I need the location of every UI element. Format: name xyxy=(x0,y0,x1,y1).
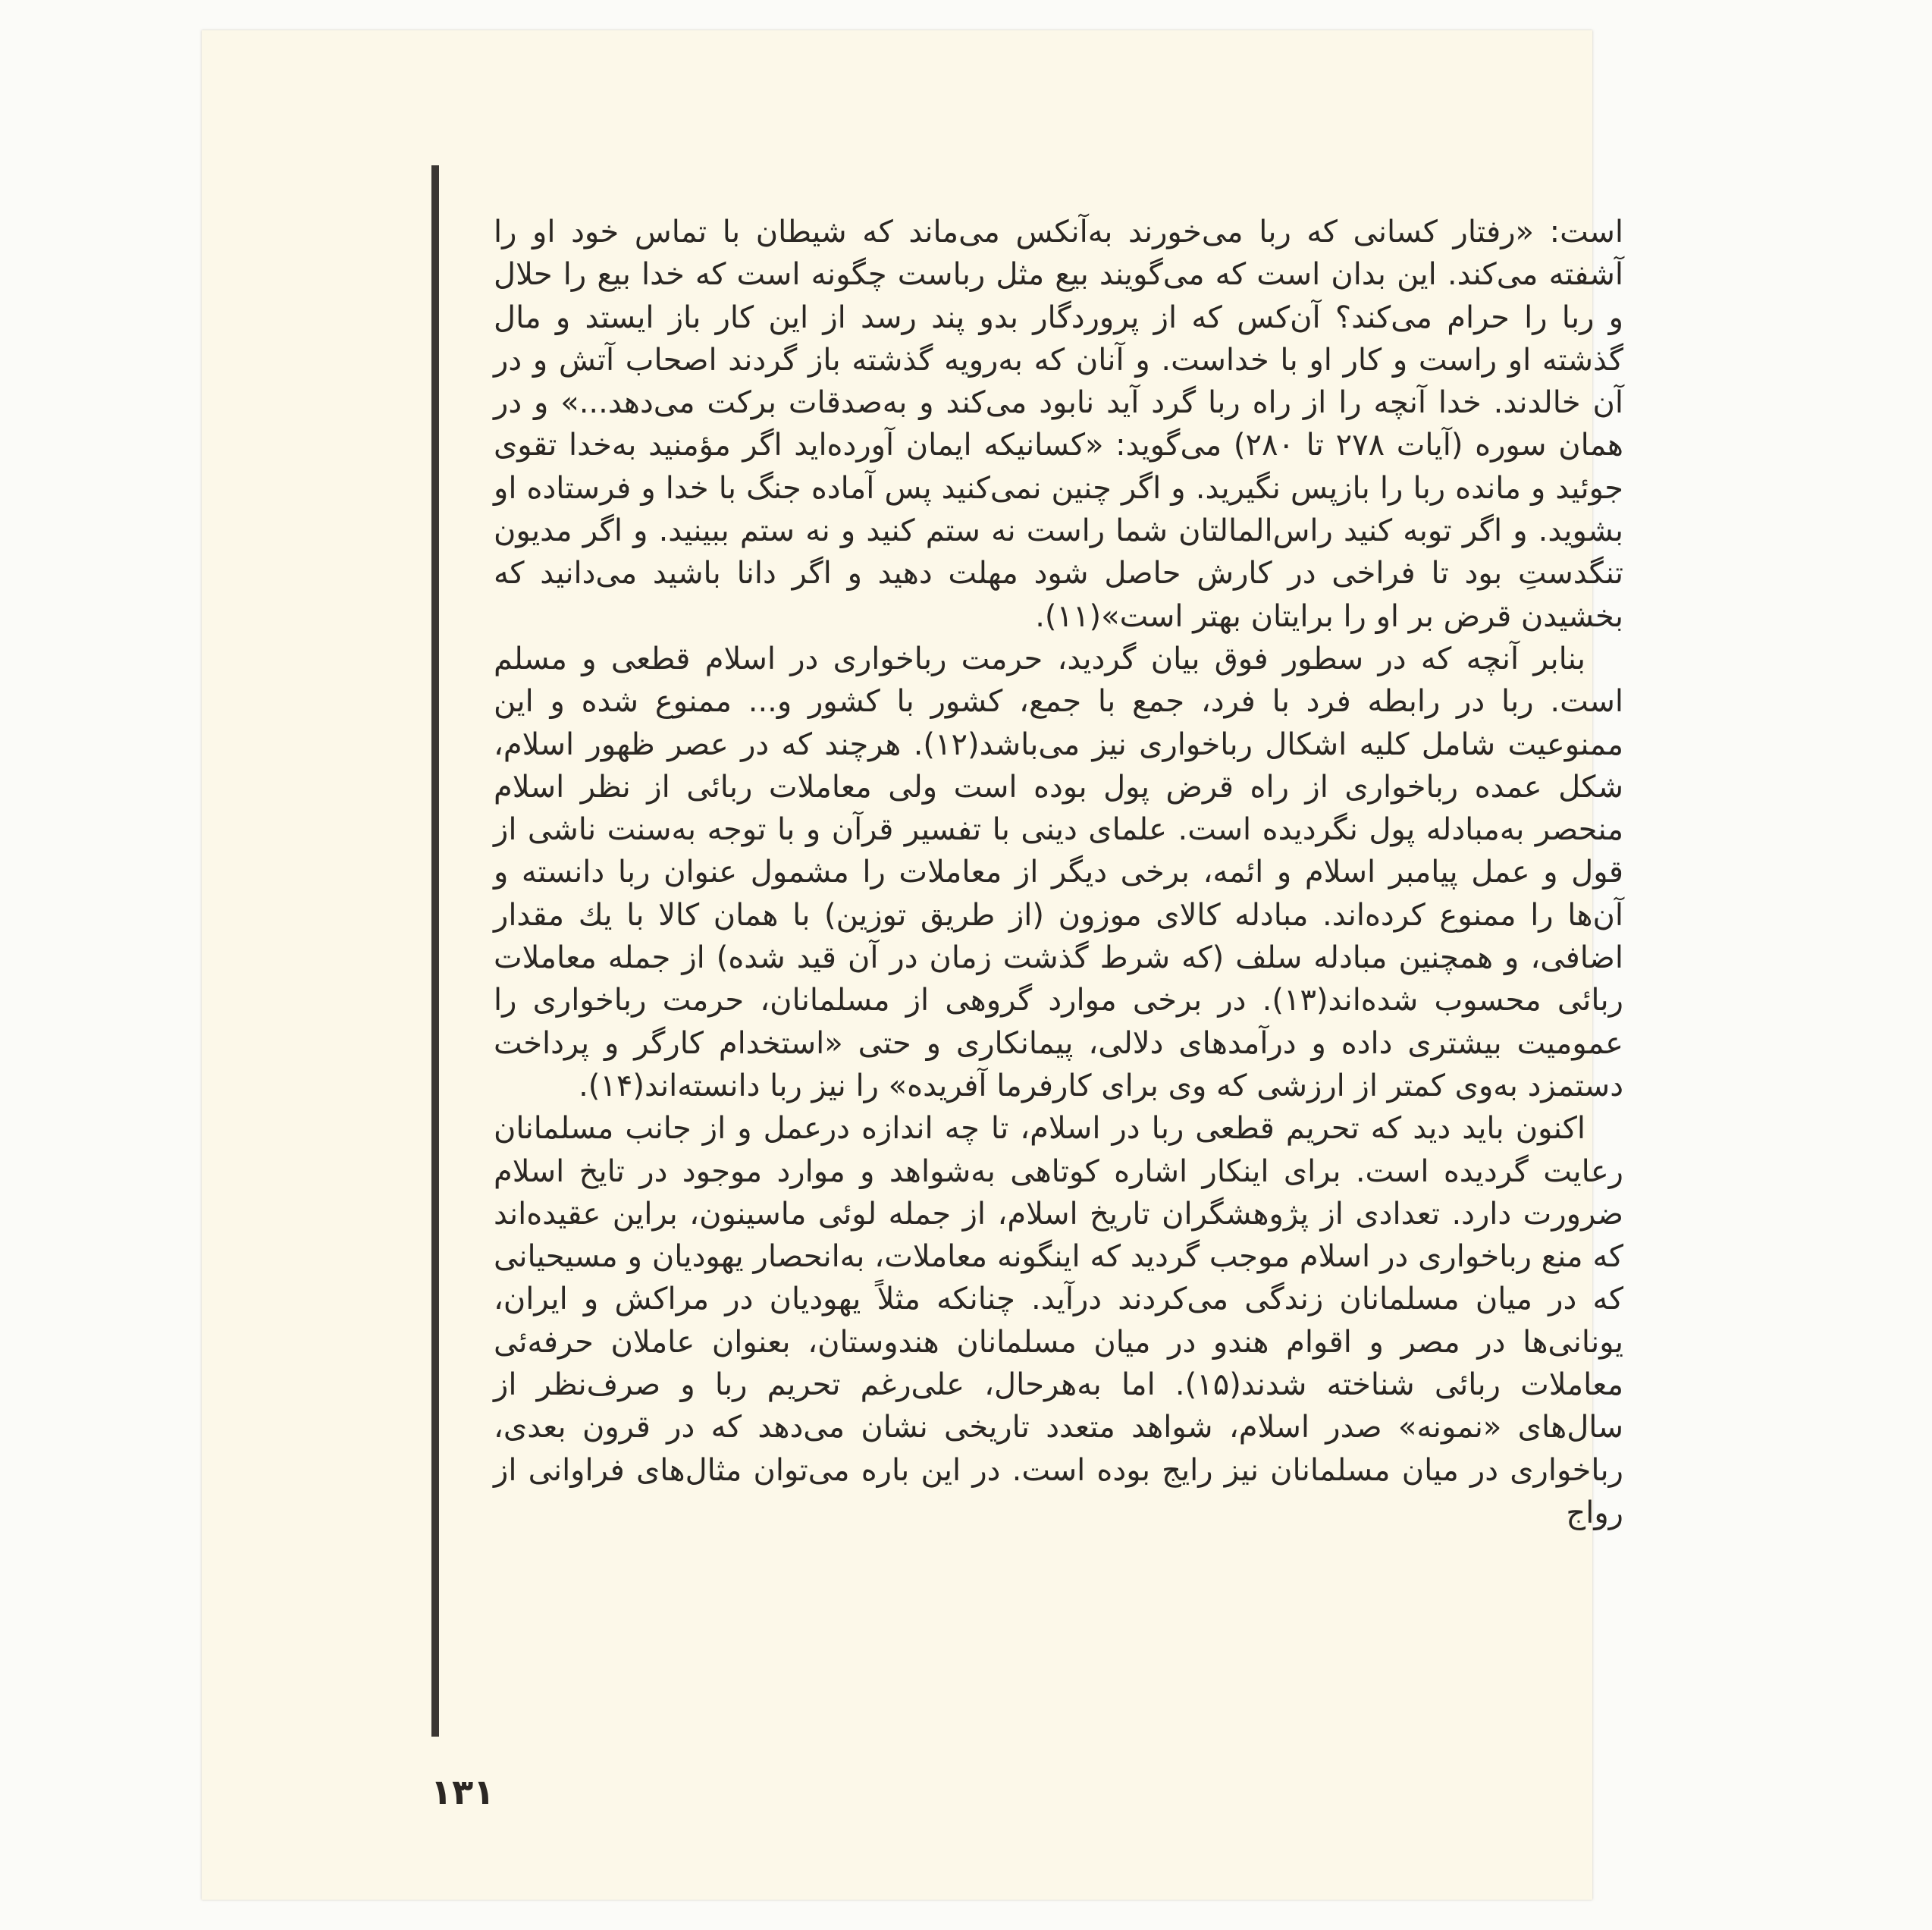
margin-rule xyxy=(431,165,439,1737)
body-text xyxy=(494,211,1623,1534)
paragraph-2: بنابر آنچه که در سطور فوق بیان گردید، حرمت رباخواری در اسلام قطعی و مسلم است. ربا در رابطه فرد با فرد، جمع با جمع، کشور با کشور و... ممنوع شده و این ممنوعیت شامل کلیه اشکال رباخواری نیز می‌باشد(۱۲). هرچند که در عصر ظهور اسلام، شکل عمده رباخواری از راه قرض پول بوده است ولی معاملات ربائی از نظر اسلام منحصر به‌مبادله پول نگردیده است. علمای دینی با تفسیر قرآن و با توجه به‌سنت ناشی از قول و عمل پیامبر اسلام و ائمه، برخی دیگر از معاملات را مشمول عنوان ربا دانسته و آن‌ها را ممنوع کرده‌اند. مبادله کالای موزون (از طریق توزین) با همان کالا با یك مقدار اضافی، و همچنین مبادله سلف (که شرط گذشت زمان در آن قید شده) از جمله معاملات ربائی محسوب شده‌اند(۱۳). در برخی موارد گروهی از مسلمانان، حرمت رباخواری را عمومیت بیشتری داده و درآمدهای دلالی، پیمانکاری و حتی «استخدام کارگر و پرداخت دستمزد به‌وی کمتر از ارزشی که وی برای کارفرما آفریده» را نیز ربا دانسته‌اند(۱۴). xyxy=(494,641,1623,1103)
page-number: ۱۳۱ xyxy=(431,1772,495,1812)
paragraph-1: است: «رفتار کسانی که ربا می‌خورند به‌آنکس می‌ماند که شیطان با تماس خود او را آشفته می‌کند. این بدان است که می‌گویند بیع مثل رباست چگونه است که خدا بیع را حلال و ربا را حرام می‌کند؟ آن‌کس که از پروردگار بدو پند رسد از این کار باز ایستد و مال گذشته او راست و کار او با خداست. و آنان که به‌رویه گذشته باز گردند اصحاب آتش و در آن خالدند. خدا آنچه را از راه ربا گرد آید نابود می‌کند و به‌صدقات برکت می‌دهد...» و در همان سوره (آیات ۲۷۸ تا ۲۸۰) می‌گوید: «کسانیکه ایمان آورده‌اید اگر مؤمنید به‌خدا تقوی جوئید و مانده ربا را بازپس نگیرید. و اگر چنین نمی‌کنید پس آماده جنگ با خدا و فرستاده او بشوید. و اگر توبه کنید راس‌المالتان شما راست نه ستم کنید و نه ستم ببینید. و اگر مدیون تنگدستِ بود تا فراخی در کارش حاصل شود مهلت دهید و اگر دانا باشید می‌دانید که بخشیدن قرض بر او را برایتان بهتر است»(۱۱). xyxy=(494,215,1624,634)
book-page xyxy=(202,30,1624,1900)
paragraph-3: اکنون باید دید که تحریم قطعی ربا در اسلام، تا چه اندازه درعمل و از جانب مسلمانان رعایت گردیده است. برای اینکار اشاره کوتاهی به‌شواهد و موارد موجود در تایخ اسلام ضرورت دارد. تعدادی از پژوهشگران تاریخ اسلام، از جمله لوئی ماسینون، براین عقیده‌اند که منع رباخواری در اسلام موجب گردید که اینگونه معاملات، به‌انحصار یهودیان و مسیحیانی که در میان مسلمانان زندگی می‌کردند درآید. چنانکه مثلاً یهودیان در مراکش و ایران، یونانی‌ها در مصر و اقوام هندو در میان مسلمانان هندوستان، بعنوان عاملان حرفه‌ئی معاملات ربائی شناخته شدند(۱۵). اما به‌هرحال، علی‌رغم تحریم ربا و صرف‌نظر از سال‌های «نمونه» صدر اسلام، شواهد متعدد تاریخی نشان می‌دهد که در قرون بعدی، رباخواری در میان مسلمانان نیز رایج بوده است. در این باره می‌توان مثال‌های فراوانی از رواج xyxy=(494,1111,1624,1530)
